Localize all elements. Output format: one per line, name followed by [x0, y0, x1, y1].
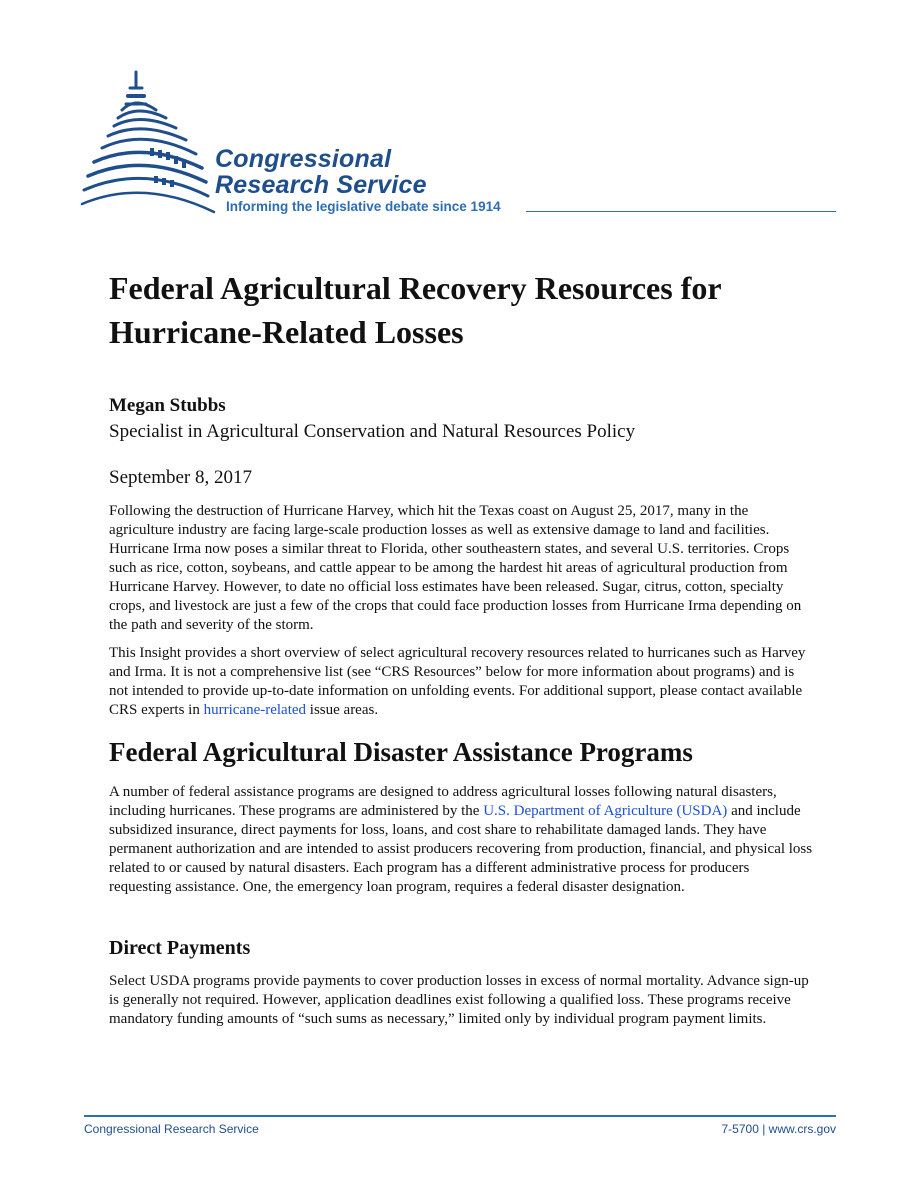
intro-paragraph-1: Following the destruction of Hurricane Harvey, which hit the Texas coast on August 25, 2017, many in the agriculture industry are facing large-scale production losses as well as extensive damage to land and facilities. Hurricane Irma now poses a similar threat to Florida, other southeastern states, and several U.S. territories. Crops such as rice, cotton, soybeans, and cattle appear to be among the hardest hit areas of agricultural production from Hurricane Harvey. However, to date no official loss estimates have been released. Sugar, citrus, cotton, specialty crops, and livestock are just a few of the crops that could face production losses from Hurricane Irma depending on the path and severity of the storm. — [109, 503, 802, 633]
footer-rule — [84, 1115, 836, 1117]
text-span: This Insight provides a short overview of select agricultural recovery resources related to hurricanes such as Harvey and Irma. It is not a comprehensive list (see “CRS Resources” below for more information about programs) and is not intended to provide up-to-date information on unfolding events. For additional support, please contact available CRS experts in — [109, 645, 806, 718]
footer-org: Congressional Research Service — [84, 1122, 259, 1136]
direct-payments-paragraph: Select USDA programs provide payments to cover production losses in excess of normal mortality. Advance sign-up is generally not required. However, application deadlines exist following a qualified loss. These programs receive mandatory funding amounts of “such sums as necessary,” limited only by individual program payment limits. — [109, 973, 809, 1027]
capitol-dome-icon — [78, 66, 218, 216]
text-span: A number of federal assistance programs are designed to address agricultural losses following natural disasters, including hurricanes. These programs are administered by the — [109, 784, 777, 819]
org-tagline: Informing the legislative debate since 1914 — [226, 199, 501, 214]
hurricane-related-link[interactable]: hurricane-related — [203, 702, 307, 718]
author-name: Megan Stubbs — [109, 395, 226, 416]
text-span: issue areas. — [306, 702, 379, 718]
text-span: and include subsidized insurance, direct payments for loss, loans, and cost share to rehabilitate damaged lands. They have permanent authorization and are intended to assist producers recovering from production, financial, and physical loss related to or caused by natural disasters. Each program has a different administrative process for producers requesting assistance. One, the emergency loan program, requires a federal disaster designation. — [109, 803, 813, 895]
section-heading-disaster-programs: Federal Agricultural Disaster Assistance Programs — [109, 737, 693, 767]
publication-date: September 8, 2017 — [109, 467, 253, 488]
header-rule — [526, 211, 836, 212]
org-name-line1: Congressional — [215, 145, 392, 173]
author-role: Specialist in Agricultural Conservation and Natural Resources Policy — [109, 421, 636, 442]
org-name-line2: Research Service — [215, 171, 427, 199]
page-title: Federal Agricultural Recovery Resources for Hurricane-Related Losses — [109, 270, 721, 350]
org-name — [215, 146, 427, 198]
crs-logo — [78, 66, 838, 226]
disaster-programs-paragraph — [109, 783, 814, 897]
footer-reference: 7-5700 | www.crs.gov — [721, 1122, 836, 1136]
usda-link[interactable]: U.S. Department of Agriculture (USDA) — [483, 803, 728, 819]
intro-paragraph-2 — [109, 644, 814, 720]
section-heading-direct-payments: Direct Payments — [109, 937, 251, 959]
